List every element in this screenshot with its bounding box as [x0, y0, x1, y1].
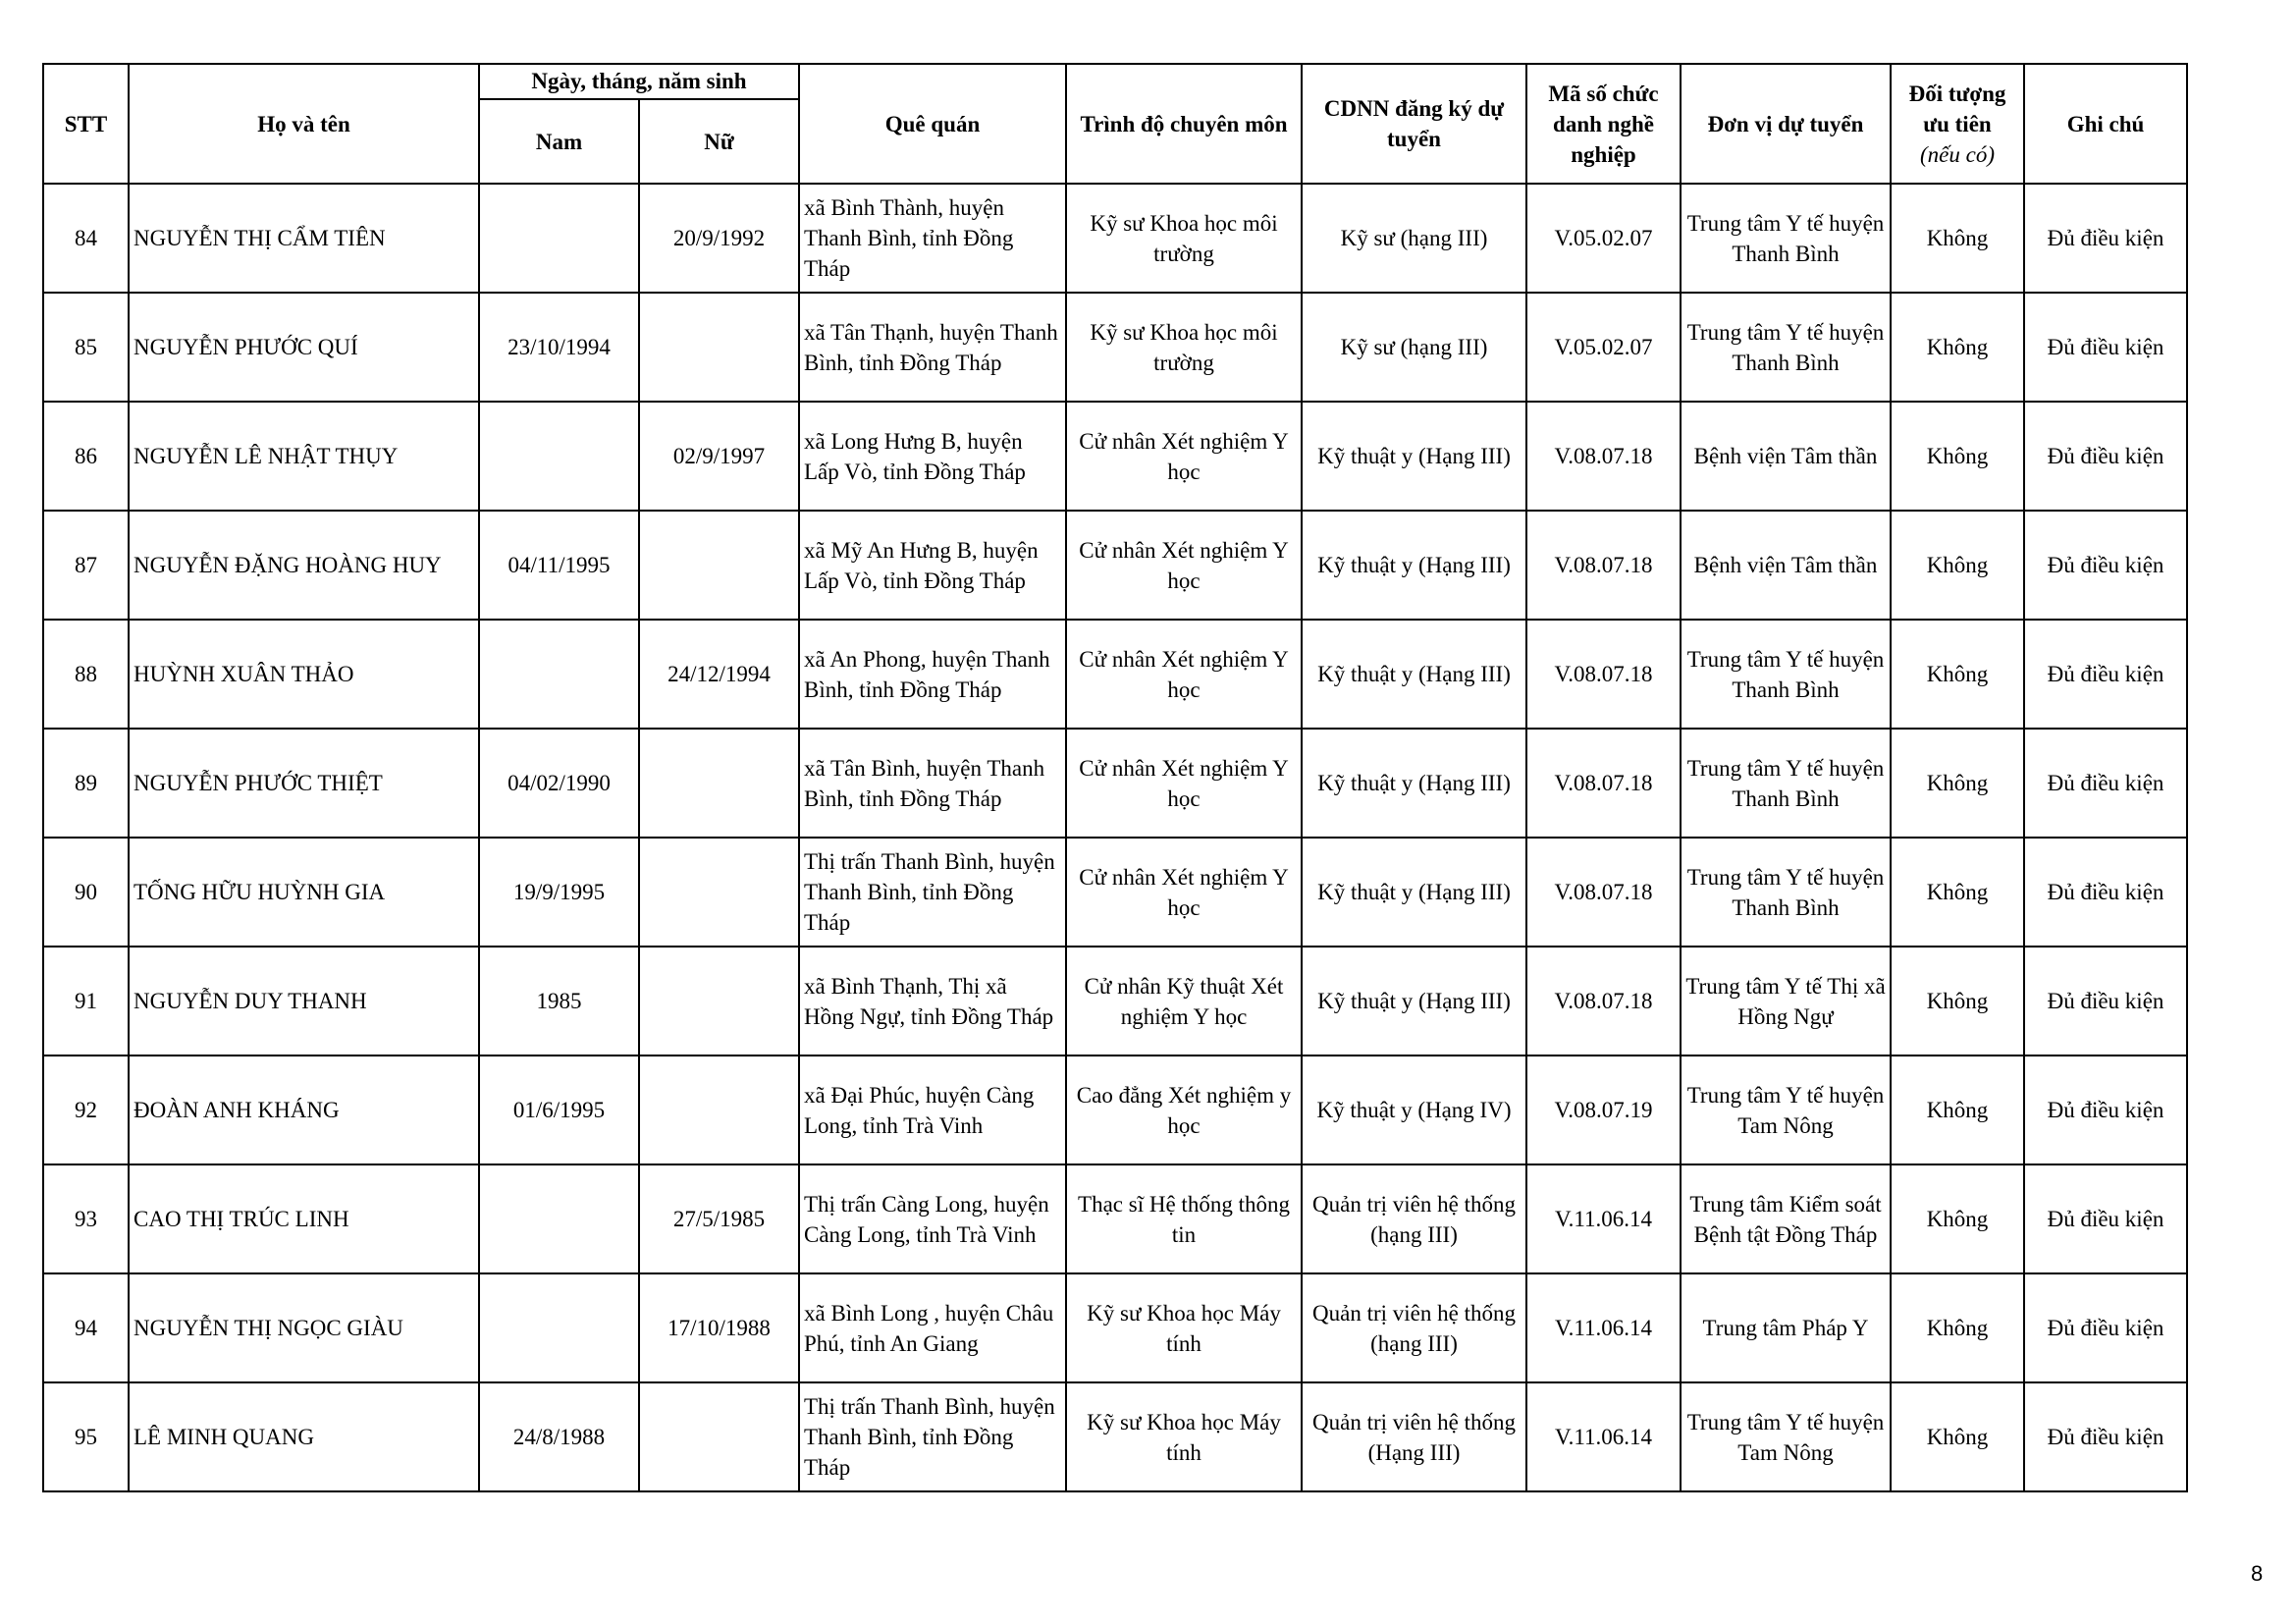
cell-unit: Trung tâm Kiểm soát Bệnh tật Đồng Tháp	[1681, 1164, 1891, 1273]
cell-dob-male: 24/8/1988	[479, 1382, 639, 1491]
cell-qualification: Cử nhân Xét nghiệm Y học	[1066, 729, 1302, 838]
cell-name: NGUYỄN ĐẶNG HOÀNG HUY	[129, 511, 479, 620]
cell-dob-female	[639, 838, 799, 947]
cell-unit: Bệnh viện Tâm thần	[1681, 402, 1891, 511]
cell-stt: 94	[43, 1273, 129, 1382]
cell-dob-male: 01/6/1995	[479, 1056, 639, 1164]
cell-hometown: xã Long Hưng B, huyện Lấp Vò, tỉnh Đồng Tháp	[799, 402, 1066, 511]
cell-qualification: Cao đẳng Xét nghiệm y học	[1066, 1056, 1302, 1164]
cell-dob-male: 1985	[479, 947, 639, 1056]
cell-note: Đủ điều kiện	[2024, 729, 2187, 838]
cell-dob-male	[479, 1164, 639, 1273]
header-qualification: Trình độ chuyên môn	[1066, 64, 1302, 184]
header-stt: STT	[43, 64, 129, 184]
cell-note: Đủ điều kiện	[2024, 1056, 2187, 1164]
table-row	[43, 1382, 2187, 1491]
cell-priority: Không	[1891, 511, 2024, 620]
cell-priority: Không	[1891, 620, 2024, 729]
cell-qualification: Cử nhân Kỹ thuật Xét nghiệm Y học	[1066, 947, 1302, 1056]
cell-stt: 86	[43, 402, 129, 511]
header-priority-label: Đối tượng ưu tiên	[1908, 81, 2006, 136]
cell-cdnn: Quản trị viên hệ thống (Hạng III)	[1302, 1382, 1526, 1491]
cell-name: NGUYỄN PHƯỚC QUÍ	[129, 293, 479, 402]
cell-priority: Không	[1891, 1273, 2024, 1382]
cell-dob-female: 17/10/1988	[639, 1273, 799, 1382]
cell-note: Đủ điều kiện	[2024, 402, 2187, 511]
header-code: Mã số chức danh nghề nghiệp	[1526, 64, 1681, 184]
cell-name: NGUYỄN THỊ NGỌC GIÀU	[129, 1273, 479, 1382]
cell-hometown: xã Tân Bình, huyện Thanh Bình, tỉnh Đồng Tháp	[799, 729, 1066, 838]
cell-hometown: xã Tân Thạnh, huyện Thanh Bình, tỉnh Đồng Tháp	[799, 293, 1066, 402]
cell-name: NGUYỄN DUY THANH	[129, 947, 479, 1056]
header-name: Họ và tên	[129, 64, 479, 184]
cell-stt: 85	[43, 293, 129, 402]
cell-cdnn: Kỹ thuật y (Hạng IV)	[1302, 1056, 1526, 1164]
cell-name: LÊ MINH QUANG	[129, 1382, 479, 1491]
cell-note: Đủ điều kiện	[2024, 511, 2187, 620]
cell-unit: Trung tâm Pháp Y	[1681, 1273, 1891, 1382]
cell-code: V.08.07.18	[1526, 620, 1681, 729]
cell-dob-male	[479, 1273, 639, 1382]
cell-priority: Không	[1891, 184, 2024, 293]
cell-name: NGUYỄN THỊ CẨM TIÊN	[129, 184, 479, 293]
header-priority-note: (nếu có)	[1920, 141, 1995, 167]
cell-stt: 95	[43, 1382, 129, 1491]
cell-cdnn: Kỹ thuật y (Hạng III)	[1302, 511, 1526, 620]
header-unit: Đơn vị dự tuyển	[1681, 64, 1891, 184]
cell-cdnn: Kỹ thuật y (Hạng III)	[1302, 402, 1526, 511]
table-row	[43, 293, 2187, 402]
cell-code: V.11.06.14	[1526, 1382, 1681, 1491]
cell-qualification: Kỹ sư Khoa học môi trường	[1066, 293, 1302, 402]
header-male: Nam	[479, 99, 639, 184]
cell-qualification: Thạc sĩ Hệ thống thông tin	[1066, 1164, 1302, 1273]
header-female: Nữ	[639, 99, 799, 184]
cell-name: TỐNG HỮU HUỲNH GIA	[129, 838, 479, 947]
cell-dob-male	[479, 402, 639, 511]
cell-unit: Trung tâm Y tế huyện Thanh Bình	[1681, 620, 1891, 729]
cell-code: V.08.07.19	[1526, 1056, 1681, 1164]
cell-dob-female: 27/5/1985	[639, 1164, 799, 1273]
cell-hometown: Thị trấn Càng Long, huyện Càng Long, tỉnh Trà Vinh	[799, 1164, 1066, 1273]
cell-unit: Trung tâm Y tế Thị xã Hồng Ngự	[1681, 947, 1891, 1056]
cell-dob-male: 19/9/1995	[479, 838, 639, 947]
cell-code: V.08.07.18	[1526, 511, 1681, 620]
table-row	[43, 729, 2187, 838]
cell-unit: Trung tâm Y tế huyện Tam Nông	[1681, 1056, 1891, 1164]
cell-cdnn: Kỹ sư (hạng III)	[1302, 293, 1526, 402]
cell-note: Đủ điều kiện	[2024, 1382, 2187, 1491]
cell-cdnn: Kỹ thuật y (Hạng III)	[1302, 838, 1526, 947]
cell-note: Đủ điều kiện	[2024, 293, 2187, 402]
cell-qualification: Cử nhân Xét nghiệm Y học	[1066, 838, 1302, 947]
cell-name: NGUYỄN PHƯỚC THIỆT	[129, 729, 479, 838]
cell-cdnn: Kỹ thuật y (Hạng III)	[1302, 620, 1526, 729]
cell-hometown: xã An Phong, huyện Thanh Bình, tỉnh Đồng Tháp	[799, 620, 1066, 729]
cell-dob-female: 02/9/1997	[639, 402, 799, 511]
cell-dob-female	[639, 729, 799, 838]
cell-dob-male	[479, 184, 639, 293]
cell-priority: Không	[1891, 1056, 2024, 1164]
table-row	[43, 511, 2187, 620]
cell-code: V.05.02.07	[1526, 293, 1681, 402]
cell-qualification: Kỹ sư Khoa học môi trường	[1066, 184, 1302, 293]
cell-stt: 84	[43, 184, 129, 293]
cell-dob-female	[639, 947, 799, 1056]
cell-code: V.08.07.18	[1526, 838, 1681, 947]
cell-priority: Không	[1891, 947, 2024, 1056]
cell-qualification: Kỹ sư Khoa học Máy tính	[1066, 1382, 1302, 1491]
cell-note: Đủ điều kiện	[2024, 947, 2187, 1056]
cell-qualification: Kỹ sư Khoa học Máy tính	[1066, 1273, 1302, 1382]
cell-stt: 90	[43, 838, 129, 947]
cell-unit: Trung tâm Y tế huyện Thanh Bình	[1681, 184, 1891, 293]
cell-cdnn: Kỹ thuật y (Hạng III)	[1302, 947, 1526, 1056]
cell-hometown: xã Bình Thành, huyện Thanh Bình, tỉnh Đồng Tháp	[799, 184, 1066, 293]
cell-stt: 91	[43, 947, 129, 1056]
cell-cdnn: Quản trị viên hệ thống (hạng III)	[1302, 1273, 1526, 1382]
cell-dob-female	[639, 293, 799, 402]
cell-hometown: Thị trấn Thanh Bình, huyện Thanh Bình, tỉnh Đồng Tháp	[799, 1382, 1066, 1491]
table-row	[43, 838, 2187, 947]
cell-dob-male	[479, 620, 639, 729]
table-header	[43, 64, 2187, 184]
cell-code: V.05.02.07	[1526, 184, 1681, 293]
table-row	[43, 184, 2187, 293]
cell-priority: Không	[1891, 402, 2024, 511]
cell-note: Đủ điều kiện	[2024, 1164, 2187, 1273]
cell-code: V.08.07.18	[1526, 402, 1681, 511]
table-row	[43, 620, 2187, 729]
cell-dob-female	[639, 1382, 799, 1491]
cell-code: V.11.06.14	[1526, 1273, 1681, 1382]
cell-dob-female: 20/9/1992	[639, 184, 799, 293]
cell-dob-female	[639, 1056, 799, 1164]
header-note: Ghi chú	[2024, 64, 2187, 184]
cell-name: ĐOÀN ANH KHÁNG	[129, 1056, 479, 1164]
table-body	[43, 184, 2187, 1491]
cell-cdnn: Kỹ sư (hạng III)	[1302, 184, 1526, 293]
candidate-table	[42, 63, 2188, 1492]
cell-dob-male: 04/11/1995	[479, 511, 639, 620]
cell-dob-female: 24/12/1994	[639, 620, 799, 729]
cell-note: Đủ điều kiện	[2024, 1273, 2187, 1382]
header-hometown: Quê quán	[799, 64, 1066, 184]
cell-note: Đủ điều kiện	[2024, 620, 2187, 729]
cell-hometown: Thị trấn Thanh Bình, huyện Thanh Bình, tỉnh Đồng Tháp	[799, 838, 1066, 947]
cell-name: HUỲNH XUÂN THẢO	[129, 620, 479, 729]
cell-hometown: xã Bình Long , huyện Châu Phú, tỉnh An Giang	[799, 1273, 1066, 1382]
table-row	[43, 402, 2187, 511]
header-priority	[1891, 64, 2024, 184]
table-row	[43, 1164, 2187, 1273]
cell-priority: Không	[1891, 1382, 2024, 1491]
cell-qualification: Cử nhân Xét nghiệm Y học	[1066, 402, 1302, 511]
cell-cdnn: Kỹ thuật y (Hạng III)	[1302, 729, 1526, 838]
cell-hometown: xã Bình Thạnh, Thị xã Hồng Ngự, tỉnh Đồng Tháp	[799, 947, 1066, 1056]
cell-cdnn: Quản trị viên hệ thống (hạng III)	[1302, 1164, 1526, 1273]
cell-name: CAO THỊ TRÚC LINH	[129, 1164, 479, 1273]
cell-unit: Bệnh viện Tâm thần	[1681, 511, 1891, 620]
cell-stt: 89	[43, 729, 129, 838]
header-dob-group: Ngày, tháng, năm sinh	[479, 64, 799, 99]
cell-priority: Không	[1891, 293, 2024, 402]
table-row	[43, 1273, 2187, 1382]
cell-dob-female	[639, 511, 799, 620]
cell-hometown: xã Mỹ An Hưng B, huyện Lấp Vò, tỉnh Đồng Tháp	[799, 511, 1066, 620]
header-cdnn: CDNN đăng ký dự tuyển	[1302, 64, 1526, 184]
cell-qualification: Cử nhân Xét nghiệm Y học	[1066, 511, 1302, 620]
cell-unit: Trung tâm Y tế huyện Thanh Bình	[1681, 838, 1891, 947]
cell-stt: 88	[43, 620, 129, 729]
cell-hometown: xã Đại Phúc, huyện Càng Long, tỉnh Trà Vinh	[799, 1056, 1066, 1164]
cell-note: Đủ điều kiện	[2024, 838, 2187, 947]
cell-note: Đủ điều kiện	[2024, 184, 2187, 293]
cell-stt: 93	[43, 1164, 129, 1273]
cell-unit: Trung tâm Y tế huyện Thanh Bình	[1681, 293, 1891, 402]
cell-code: V.11.06.14	[1526, 1164, 1681, 1273]
cell-code: V.08.07.18	[1526, 947, 1681, 1056]
cell-priority: Không	[1891, 729, 2024, 838]
cell-dob-male: 04/02/1990	[479, 729, 639, 838]
table-row	[43, 947, 2187, 1056]
cell-code: V.08.07.18	[1526, 729, 1681, 838]
cell-name: NGUYỄN LÊ NHẬT THỤY	[129, 402, 479, 511]
page-number: 8	[2251, 1561, 2264, 1586]
cell-stt: 87	[43, 511, 129, 620]
cell-qualification: Cử nhân Xét nghiệm Y học	[1066, 620, 1302, 729]
cell-stt: 92	[43, 1056, 129, 1164]
cell-priority: Không	[1891, 838, 2024, 947]
table-row	[43, 1056, 2187, 1164]
cell-unit: Trung tâm Y tế huyện Tam Nông	[1681, 1382, 1891, 1491]
cell-unit: Trung tâm Y tế huyện Thanh Bình	[1681, 729, 1891, 838]
cell-priority: Không	[1891, 1164, 2024, 1273]
cell-dob-male: 23/10/1994	[479, 293, 639, 402]
